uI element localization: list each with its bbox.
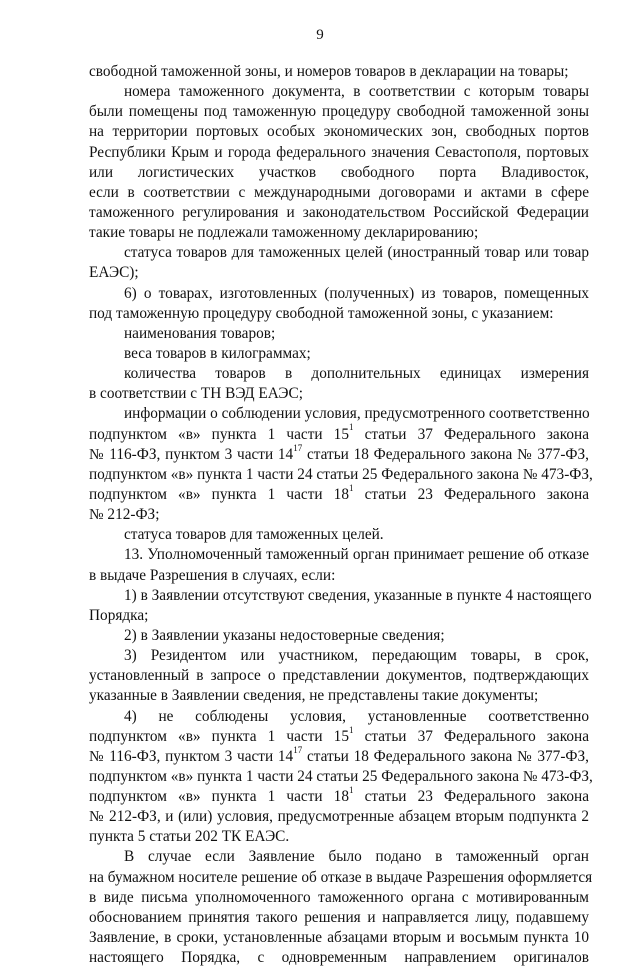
- text-line: [89, 422, 589, 445]
- superscript: 1: [348, 784, 354, 795]
- text-segment: статьи 18 Федерального закона № 377-ФЗ,: [302, 445, 589, 463]
- text-segment: статьи 37 Федерального закона: [353, 727, 589, 745]
- text-segment: статьи 23 Федерального закона: [353, 485, 589, 503]
- text-segment: подпунктом «в» пункта 1 части 15: [89, 425, 349, 443]
- text-line: [89, 442, 589, 465]
- text-line: [89, 784, 589, 807]
- text-line: подпунктом «в» пункта 1 части 24 статьи 25 Федерального закона № 473-ФЗ,: [89, 767, 593, 785]
- text-segment: статьи 18 Федерального закона № 377-ФЗ,: [302, 747, 589, 765]
- text-line: Республики Крым и города федерального значения Севастополя, портовых: [89, 143, 589, 161]
- superscript: 17: [293, 744, 303, 755]
- superscript: 1: [348, 422, 354, 433]
- text-line: 1) в Заявлении отсутствуют сведения, указанные в пункте 4 настоящего: [124, 586, 592, 604]
- superscript: 1: [348, 724, 354, 735]
- text-line: наименования товаров;: [124, 324, 276, 342]
- text-line: в выдаче Разрешения в случаях, если:: [89, 566, 336, 584]
- text-line: 4) не соблюдены условия, установленные соответственно: [124, 707, 589, 725]
- text-segment: статьи 23 Федерального закона: [353, 788, 589, 806]
- text-line: [89, 744, 589, 767]
- text-line: таможенного регулирования и законодательством Российской Федерации: [89, 203, 589, 221]
- text-segment: подпунктом «в» пункта 1 части 18: [89, 485, 349, 503]
- text-line: Порядка;: [89, 606, 149, 624]
- text-line: пункта 5 статьи 202 ТК ЕАЭС.: [89, 828, 290, 846]
- text-line: такие товары не подлежали таможенному декларированию;: [89, 224, 479, 242]
- text-line: номера таможенного документа, в соответствии с которым товары: [124, 83, 589, 101]
- text-line: № 212-ФЗ, и (или) условия, предусмотренные абзацем вторым подпункта 2: [89, 808, 589, 826]
- text-line: количества товаров в дополнительных единицах измерения: [124, 365, 589, 383]
- text-line: подпунктом «в» пункта 1 части 24 статьи 25 Федерального закона № 473-ФЗ,: [89, 465, 593, 483]
- text-line: информации о соблюдении условия, предусмотренного соответственно: [124, 405, 590, 423]
- text-line: на бумажном носителе решение об отказе в выдаче Разрешения оформляется: [89, 868, 593, 886]
- text-line: В случае если Заявление было подано в таможенный орган: [124, 848, 589, 866]
- text-line: 13. Уполномоченный таможенный орган принимает решение об отказе: [124, 546, 589, 564]
- text-line: 3) Резидентом или участником, передающим товары, в срок,: [124, 647, 589, 665]
- text-segment: подпунктом «в» пункта 1 части 18: [89, 788, 349, 806]
- text-segment: статьи 37 Федерального закона: [353, 425, 589, 443]
- text-line: обоснованием принятия такого решения и направляется лицу, подавшему: [89, 908, 589, 926]
- text-segment: подпунктом «в» пункта 1 части 15: [89, 727, 349, 745]
- page-number: 9: [316, 27, 324, 43]
- text-line: 6) о товарах, изготовленных (полученных) из товаров, помещенных: [124, 284, 589, 302]
- text-line: 2) в Заявлении указаны недостоверные сведения;: [124, 626, 445, 644]
- text-line: под таможенную процедуру свободной таможенной зоны, с указанием:: [89, 304, 554, 322]
- text-line: № 212-ФЗ;: [89, 506, 160, 524]
- text-line: [89, 724, 589, 747]
- text-line: на территории портовых особых экономических зон, свободных портов: [89, 123, 589, 141]
- text-line: или логистических участков свободного порта Владивосток,: [89, 163, 589, 181]
- text-line: если в соответствии с международными договорами и актами в сфере: [89, 183, 589, 201]
- text-line: ЕАЭС);: [89, 264, 139, 282]
- text-line: веса товаров в килограммах;: [124, 344, 311, 362]
- text-line: в соответствии с ТН ВЭД ЕАЭС;: [89, 385, 303, 403]
- text-line: [89, 482, 589, 505]
- superscript: 1: [348, 482, 354, 493]
- superscript: 17: [293, 442, 303, 453]
- text-line: в виде письма уполномоченного таможенного органа с мотивированным: [89, 888, 589, 906]
- text-segment: № 116-ФЗ, пунктом 3 части 14: [89, 747, 294, 765]
- text-line: статуса товаров для таможенных целей.: [124, 526, 384, 544]
- document-body: [89, 62, 593, 968]
- text-line: статуса товаров для таможенных целей (иностранный товар или товар: [124, 244, 589, 262]
- text-line: указанные в Заявлении сведения, не представлены такие документы;: [89, 687, 539, 705]
- text-line: Заявление, в сроки, установленные абзацами вторым и восьмым пункта 10: [89, 929, 589, 947]
- text-line: установленный в запросе о представлении документов, подтверждающих: [89, 667, 589, 685]
- text-line: свободной таможенной зоны, и номеров товаров в декларации на товары;: [89, 63, 569, 80]
- text-line: настоящего Порядка, с одновременным направлением оригиналов: [89, 949, 589, 967]
- text-segment: № 116-ФЗ, пунктом 3 части 14: [89, 445, 294, 463]
- text-line: были помещены под таможенную процедуру свободной таможенной зоны: [89, 103, 589, 121]
